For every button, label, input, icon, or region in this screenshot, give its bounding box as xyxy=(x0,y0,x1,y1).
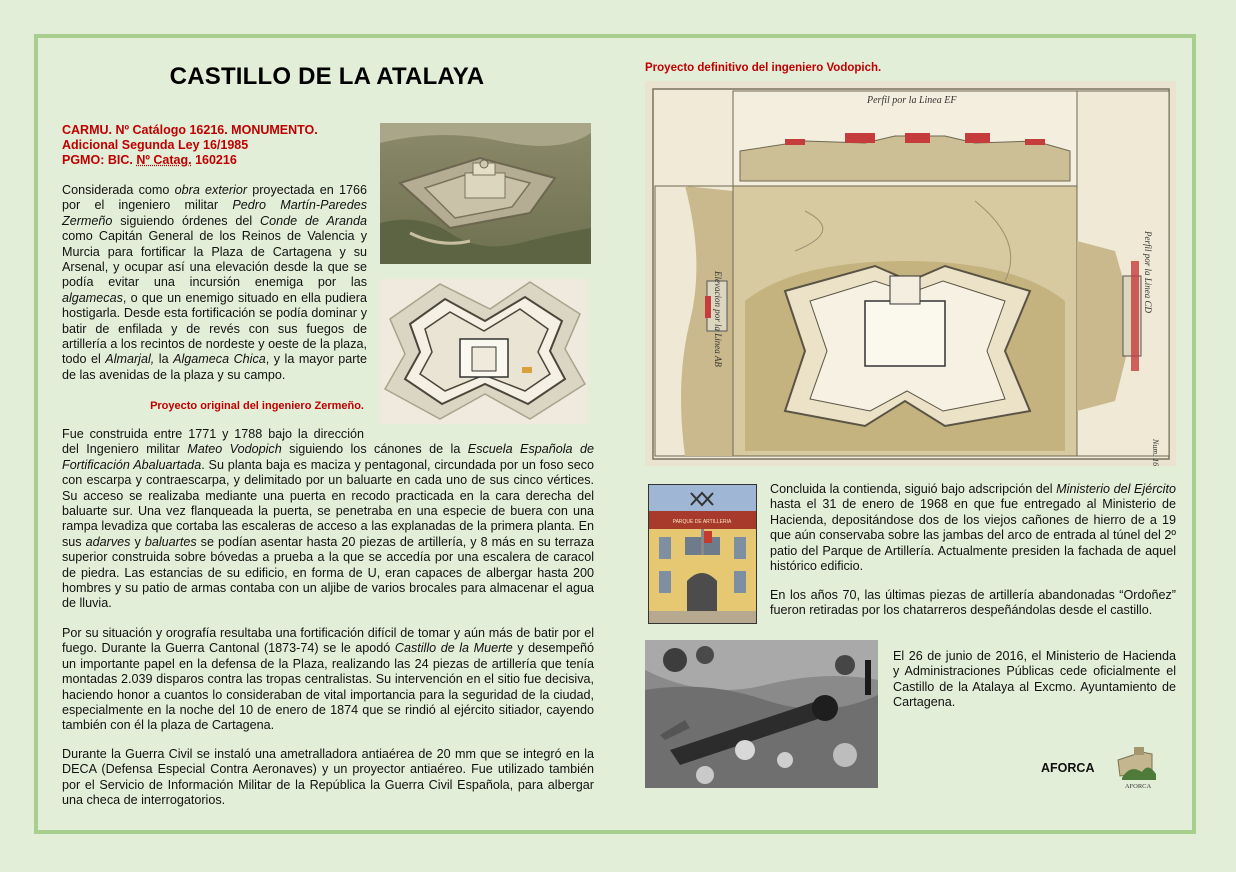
photo-parque-artilleria xyxy=(648,484,757,624)
para5-text-2: hasta el 31 de enero de 1968 en que fue entregado al Ministerio de Hacienda, depositándose dos de los viejos cañones de hierro de a 19 que aún conservaba sobre las jambas del arco de entrada al túnel del 2º patio del Parque de Artillería. Actualmente presiden la fachada de aquel histórico edificio. xyxy=(770,497,1176,574)
para2-text-4: y xyxy=(130,534,145,549)
paragraph-after-war xyxy=(770,482,1176,574)
label-perfil-right: Perfil por la Linea CD xyxy=(1143,231,1153,314)
para1-text-2: proyectada en 1766 por el ingeniero militar xyxy=(62,183,367,213)
plan-drawing-vodopich xyxy=(645,81,1176,466)
plan-drawing-zermeno xyxy=(380,279,588,424)
para1-text-3: siguiendo órdenes del xyxy=(112,213,261,228)
para1-text-7: , y la mayor parte de las avenidas de la plaza y su campo. xyxy=(62,352,367,382)
page-title: CASTILLO DE LA ATALAYA xyxy=(169,63,485,90)
para3-italic-1: Castillo de la Muerte xyxy=(394,641,513,656)
para3-text-1: Por su situación y orografía resultaba una fortificación difícil de tomar y aún más de batir por el fuego. Durante la Guerra Cantonal (1873-74) se le apodó xyxy=(62,626,594,656)
para1-text-5: , o que un enemigo situado en ella pudiera hostigarla. Desde esta fortificación se podía dominar y batir de enfilada y de revés con sus fuegos de artillería a los recintos de nordeste y oeste de la plaza, todo el xyxy=(62,290,367,367)
para3-text-2: y desempeñó un importante papel en la defensa de la Plaza, realizando las 24 piezas de artillería que tenía montadas 2.039 disparos contra las tropas centralistas. Su intervención en el sitio fue decisiva, haciendo honor a cuantos lo consideraban de vital importancia para la seguridad de la ciudad, especialmente en la noche del 10 de enero de 1874 que se rindió al ejército sitiador, cayendo también con él la plaza de Cartagena. xyxy=(62,641,594,733)
para5-italic-1: Ministerio del Ejército xyxy=(1056,482,1176,496)
aforca-logo-text: AFORCA xyxy=(1124,783,1152,790)
label-elevacion: Elevacion por la Linea AB xyxy=(713,271,723,367)
aforca-logo xyxy=(1112,742,1164,790)
paragraph-construction xyxy=(62,427,594,612)
para1-italic-5: Almarjal, xyxy=(105,352,155,367)
catalog-line-3-suffix: 160216 xyxy=(191,153,237,167)
caption-zermeno: Proyecto original del ingeniero Zermeño. xyxy=(150,400,364,412)
para1-italic-1: obra exterior xyxy=(174,183,248,197)
float-spacer xyxy=(364,427,594,442)
paragraph-construction-wrap xyxy=(62,427,594,612)
para1-italic-6: Algameca Chica xyxy=(173,352,266,367)
label-perfil-top: Perfil por la Linea EF xyxy=(867,95,957,106)
para2-text-1: Fue construida entre 1771 y 1788 bajo la dirección del Ingeniero militar xyxy=(62,427,364,457)
label-numero: Num. 16 xyxy=(1151,439,1160,466)
para2-text-5: se podían asentar hasta 20 piezas de artillería, y 8 más en su terraza superior construida sobre bóvedas a prueba a la que se accedía por una escalera de caracol de piedra. Las estancias de su edificio, en forma de U, eran capaces de albergar hasta 200 hombres y su patio de armas contaba con un aljibe de varios brocales para almacenar el agua de lluvia. xyxy=(62,534,594,611)
catalog-line-2: Adicional Segunda Ley 16/1985 xyxy=(62,138,249,152)
paragraph-origin xyxy=(62,183,367,383)
catalog-line-3-underlined: Nº Catag. xyxy=(136,153,192,167)
para2-italic-4: baluartes xyxy=(144,534,197,549)
photo-abandoned-cannon xyxy=(645,640,878,788)
para2-italic-2: Escuela Española de Fortificación Abaluartada xyxy=(62,442,594,472)
paragraph-cession-2016: El 26 de junio de 2016, el Ministerio de Hacienda y Administraciones Públicas cede oficialmente el Castillo de la Atalaya al Excmo. Ayuntamiento de Cartagena. xyxy=(893,649,1176,710)
catalog-info xyxy=(62,123,372,168)
para2-italic-1: Mateo Vodopich xyxy=(187,442,282,457)
catalog-line-3 xyxy=(62,153,372,168)
para1-text-6: la xyxy=(154,352,174,367)
para1-italic-2: Pedro Martín-Paredes Zermeño xyxy=(62,198,367,228)
para2-text-2: siguiendo los cánones de la xyxy=(281,442,468,457)
para2-italic-3: adarves xyxy=(85,534,131,549)
para1-text-4: como Capitán General de los Reinos de Valencia y Murcia para fortificar la Plaza de Cartagena y su Arsenal, y ocupar así una elevación desde la que se podía evitar una incursión enemiga por las xyxy=(62,229,367,290)
para1-text-1: Considerada como xyxy=(62,183,175,197)
para2-text-3: . Su planta baja es maciza y pentagonal, circundada por un foso seco con escarpa y contraescarpa, y delimitado por un baluarte en cada uno de sus cinco vértices. Su acceso se realizaba mediante una puerta en recodo practicada en la cara derecha del baluarte sur. Una vez flanqueada la puerta, se penetraba en una especie de buera con una rampa levadiza que cortaba las escaleras de acceso a las explanadas de la primera planta. En sus xyxy=(62,457,594,549)
paragraph-seventies: En los años 70, las últimas piezas de artillería abandonadas “Ordoñez” fueron retiradas por los chatarreros despeñándolas desde el castillo. xyxy=(770,588,1176,618)
para1-italic-4: algamecas xyxy=(62,290,123,305)
aerial-photo-castle xyxy=(380,123,591,264)
caption-vodopich: Proyecto definitivo del ingeniero Vodopich. xyxy=(645,62,882,74)
paragraph-civil-war: Durante la Guerra Civil se instaló una ametralladora antiaérea de 20 mm que se integró en la DECA (Defensa Especial Contra Aeronaves) y un proyector antiaéreo. Fue utilizado también por el Servicio de Información Militar de la República la Guerra Civil Española, para albergar una checa de interrogatorios. xyxy=(62,747,594,808)
para1-italic-3: Conde de Aranda xyxy=(260,213,368,228)
catalog-line-1: CARMU. Nº Catálogo 16216. MONUMENTO. xyxy=(62,123,318,137)
para5-text-1: Concluida la contienda, siguió bajo adscripción del xyxy=(770,482,1057,496)
parque-sign-text: PARQUE DE ARTILLERIA xyxy=(672,519,732,525)
paragraph-cantonal-war xyxy=(62,626,594,734)
catalog-line-3-prefix: PGMO: BIC. xyxy=(62,153,137,167)
aforca-label: AFORCA xyxy=(1041,761,1095,775)
